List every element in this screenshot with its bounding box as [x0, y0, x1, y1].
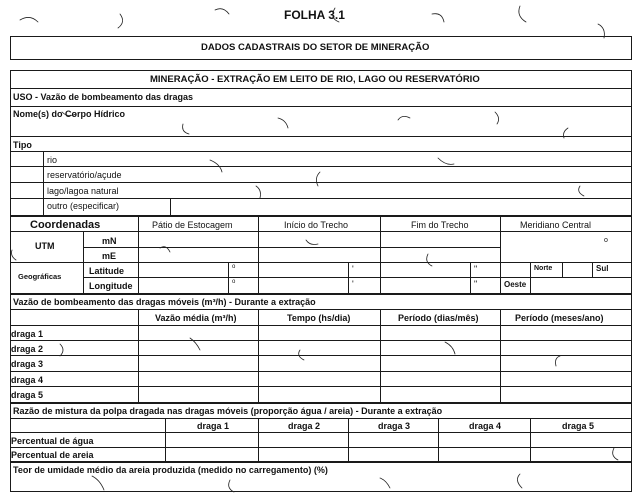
razao-col-draga-3: draga 3 [378, 421, 411, 431]
latitude-label: Latitude [89, 266, 124, 276]
vazao-row-draga-5: draga 5 [11, 390, 44, 400]
razao-col-draga-5: draga 5 [562, 421, 595, 431]
vazao-title: Vazão de bombeamento das dragas móveis (m³/h) - Durante a extração [13, 297, 316, 307]
lat-fim-sec: " [474, 264, 478, 274]
meridiano-degree: o [604, 237, 608, 244]
lon-fim-sec: " [474, 279, 478, 289]
form-subheader: MINERAÇÃO - EXTRAÇÃO EM LEITO DE RIO, LAGO OU RESERVATÓRIO [150, 74, 480, 85]
meridiano-central-col: Meridiano Central [520, 220, 592, 230]
norte-option[interactable]: Norte [534, 265, 553, 272]
oeste-option[interactable]: Oeste [504, 280, 527, 289]
longitude-label: Longitude [89, 281, 133, 291]
vazao-row-draga-1: draga 1 [11, 329, 44, 339]
percentual-areia-label: Percentual de areia [11, 450, 94, 460]
vazao-media-col: Vazão média (m³/h) [155, 313, 237, 323]
sul-option[interactable]: Sul [596, 264, 609, 273]
lon-inicio-min: ' [352, 279, 354, 289]
lon-patio-degree: o [232, 279, 236, 285]
uso-label: USO - Vazão de bombeamento das dragas [13, 92, 194, 102]
inicio-trecho-col: Início do Trecho [284, 220, 349, 230]
coordenadas-heading: Coordenadas [30, 219, 101, 231]
tempo-col: Tempo (hs/dia) [287, 313, 351, 323]
razao-col-draga-1: draga 1 [197, 421, 230, 431]
tipo-option-rio[interactable]: rio [47, 155, 58, 165]
lat-inicio-min: ' [352, 264, 354, 274]
tipo-option-reservatorio[interactable]: reservatório/açude [47, 170, 122, 180]
vazao-row-draga-2: draga 2 [11, 344, 44, 354]
mn-label: mN [102, 236, 117, 246]
lat-patio-degree: o [232, 264, 236, 270]
utm-label: UTM [35, 241, 55, 251]
razao-col-draga-2: draga 2 [288, 421, 321, 431]
sheet-title: FOLHA 3.1 [284, 8, 345, 22]
vazao-row-draga-4: draga 4 [11, 375, 44, 385]
tipo-label: Tipo [13, 140, 32, 150]
periodo-dias-col: Período (dias/mês) [398, 313, 479, 323]
periodo-meses-col: Período (meses/ano) [515, 313, 604, 323]
form-header: DADOS CADASTRAIS DO SETOR DE MINERAÇÃO [201, 42, 430, 53]
geograficas-label: Geográficas [18, 272, 62, 281]
vazao-row-draga-3: draga 3 [11, 359, 44, 369]
razao-title: Razão de mistura da polpa dragada nas dragas móveis (proporção água / areia) - Durante a extração [13, 406, 443, 416]
me-label: mE [102, 251, 117, 261]
patio-estocagem-col: Pátio de Estocagem [152, 220, 233, 230]
teor-umidade-label: Teor de umidade médio da areia produzida (medido no carregamento) (%) [13, 465, 328, 475]
tipo-option-lago[interactable]: lago/lagoa natural [47, 186, 119, 196]
nome-corpo-hidrico-label: Nome(s) do Corpo Hídrico [13, 109, 125, 119]
fim-trecho-col: Fim do Trecho [411, 220, 469, 230]
tipo-option-outro[interactable]: outro (especificar) [47, 201, 120, 211]
razao-col-draga-4: draga 4 [469, 421, 502, 431]
percentual-agua-label: Percentual de água [11, 436, 94, 446]
